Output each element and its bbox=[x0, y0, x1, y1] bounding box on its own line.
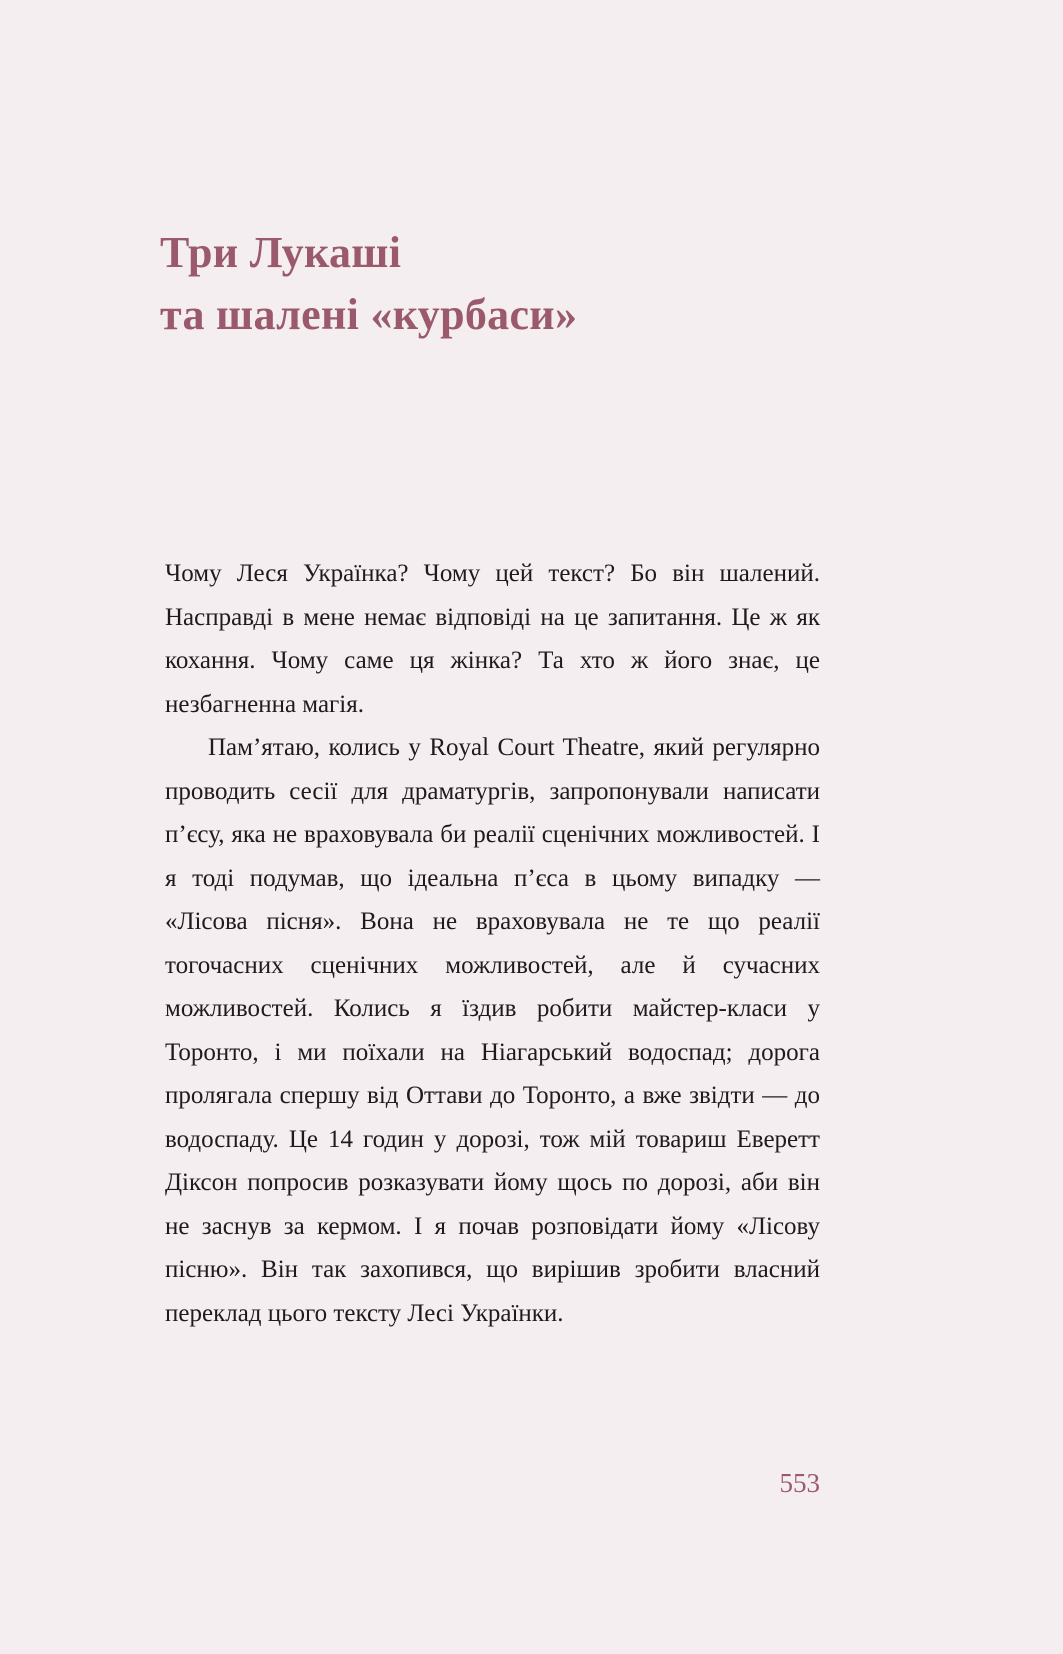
chapter-body bbox=[165, 552, 820, 1335]
page-number: 553 bbox=[779, 1468, 820, 1498]
chapter-title-line-2: та шалені «курбаси» bbox=[160, 290, 578, 339]
paragraph-2: Пам’ятаю, колись у Royal Court Theatre, який регулярно проводить сесії для драматургів, запропонували написати п’єсу, яка не враховувала би реалії сценічних можливостей. І я тоді подумав, що ідеальна п’єса в цьому випадку — «Лісова пісня». Вона не враховувала не те що реалії тогочасних сценічних можливостей, але й сучасних можливостей. Колись я їздив робити майстер-класи у Торонто, і ми поїхали на Ніагарський водоспад; дорога пролягала спершу від Оттави до Торонто, а вже звідти — до водоспаду. Це 14 годин у дорозі, тож мій товариш Еверетт Діксон попросив розказувати йому щось по дорозі, аби він не заснув за кермом. І я почав розповідати йому «Лісову пісню». Він так захопився, що вирішив зробити власний переклад цього тексту Лесі Українки. bbox=[165, 734, 820, 1327]
paragraph-1: Чому Леся Українка? Чому цей текст? Бо він шалений. Насправді в мене немає відповіді на це запитання. Це ж як кохання. Чому саме ця жінка? Та хто ж його знає, це незбагненна магія. bbox=[165, 560, 820, 718]
chapter-title bbox=[160, 222, 880, 346]
chapter-title-line-1: Три Лукаші bbox=[160, 228, 402, 277]
